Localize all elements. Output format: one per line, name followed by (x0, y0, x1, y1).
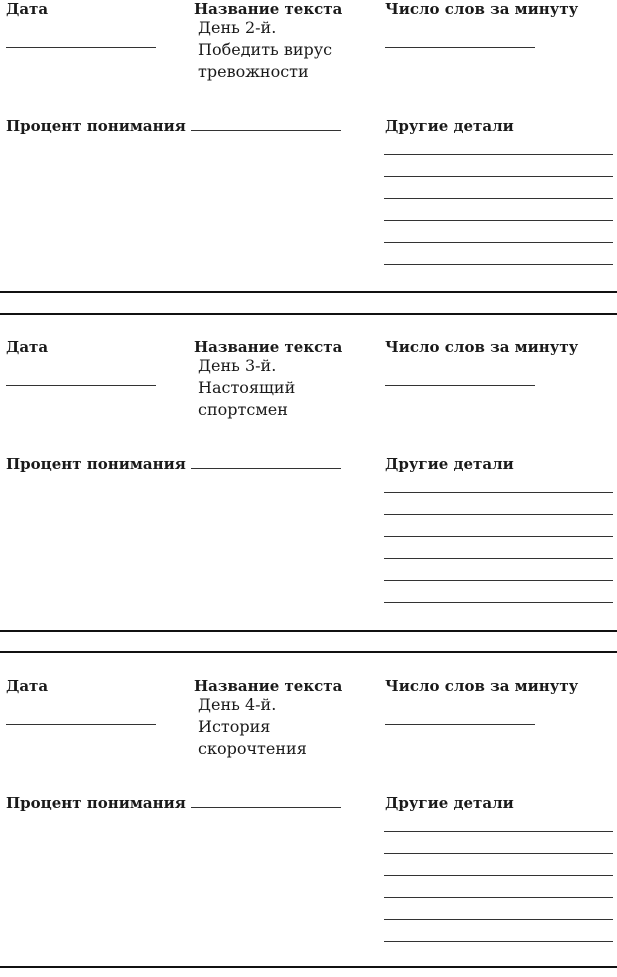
section-divider-line (0, 291, 617, 293)
text-title-line: День 4-й. (198, 695, 277, 714)
date-blank-line (6, 385, 156, 386)
wpm-blank-line (385, 385, 535, 386)
comprehension-label: Процент понимания (6, 455, 186, 473)
other-details-lines (384, 154, 613, 286)
wpm-label: Число слов за минуту (385, 0, 579, 18)
comprehension-blank-line (191, 130, 341, 131)
wpm-label: Число слов за минуту (385, 677, 579, 695)
other-details-line (384, 514, 613, 515)
text-title-line: спортсмен (198, 400, 288, 419)
date-label: Дата (6, 0, 49, 18)
other-details-line (384, 536, 613, 537)
text-title-value (198, 17, 332, 83)
other-details-line (384, 897, 613, 898)
other-details-label: Другие детали (385, 794, 514, 812)
text-title-line: Настоящий (198, 378, 296, 397)
section-divider-line (0, 313, 617, 315)
other-details-line (384, 198, 613, 199)
text-title-line: тревожности (198, 62, 309, 81)
other-details-line (384, 264, 613, 265)
comprehension-label: Процент понимания (6, 117, 186, 135)
log-entry-day-4 (0, 677, 617, 977)
section-divider-line (0, 966, 617, 968)
other-details-line (384, 154, 613, 155)
wpm-blank-line (385, 47, 535, 48)
other-details-line (384, 831, 613, 832)
other-details-line (384, 242, 613, 243)
wpm-label: Число слов за минуту (385, 338, 579, 356)
section-divider-line (0, 651, 617, 653)
text-title-label: Название текста (194, 0, 343, 18)
date-blank-line (6, 724, 156, 725)
comprehension-label: Процент понимания (6, 794, 186, 812)
date-label: Дата (6, 677, 49, 695)
other-details-line (384, 176, 613, 177)
text-title-line: День 2-й. (198, 18, 277, 37)
text-title-label: Название текста (194, 677, 343, 695)
other-details-line (384, 558, 613, 559)
other-details-line (384, 580, 613, 581)
comprehension-blank-line (191, 468, 341, 469)
other-details-lines (384, 492, 613, 624)
text-title-value (198, 694, 307, 760)
other-details-line (384, 220, 613, 221)
log-entry-day-3 (0, 338, 617, 638)
other-details-line (384, 853, 613, 854)
other-details-line (384, 941, 613, 942)
comprehension-blank-line (191, 807, 341, 808)
section-divider-line (0, 630, 617, 632)
wpm-blank-line (385, 724, 535, 725)
date-blank-line (6, 47, 156, 48)
other-details-line (384, 492, 613, 493)
other-details-lines (384, 831, 613, 963)
date-label: Дата (6, 338, 49, 356)
other-details-line (384, 919, 613, 920)
text-title-line: Победить вирус (198, 40, 333, 59)
text-title-line: День 3-й. (198, 356, 277, 375)
text-title-label: Название текста (194, 338, 343, 356)
other-details-label: Другие детали (385, 117, 514, 135)
text-title-line: скорочтения (198, 739, 307, 758)
text-title-value (198, 355, 295, 421)
other-details-line (384, 875, 613, 876)
other-details-line (384, 602, 613, 603)
log-entry-day-2 (0, 0, 617, 300)
text-title-line: История (198, 717, 271, 736)
other-details-label: Другие детали (385, 455, 514, 473)
